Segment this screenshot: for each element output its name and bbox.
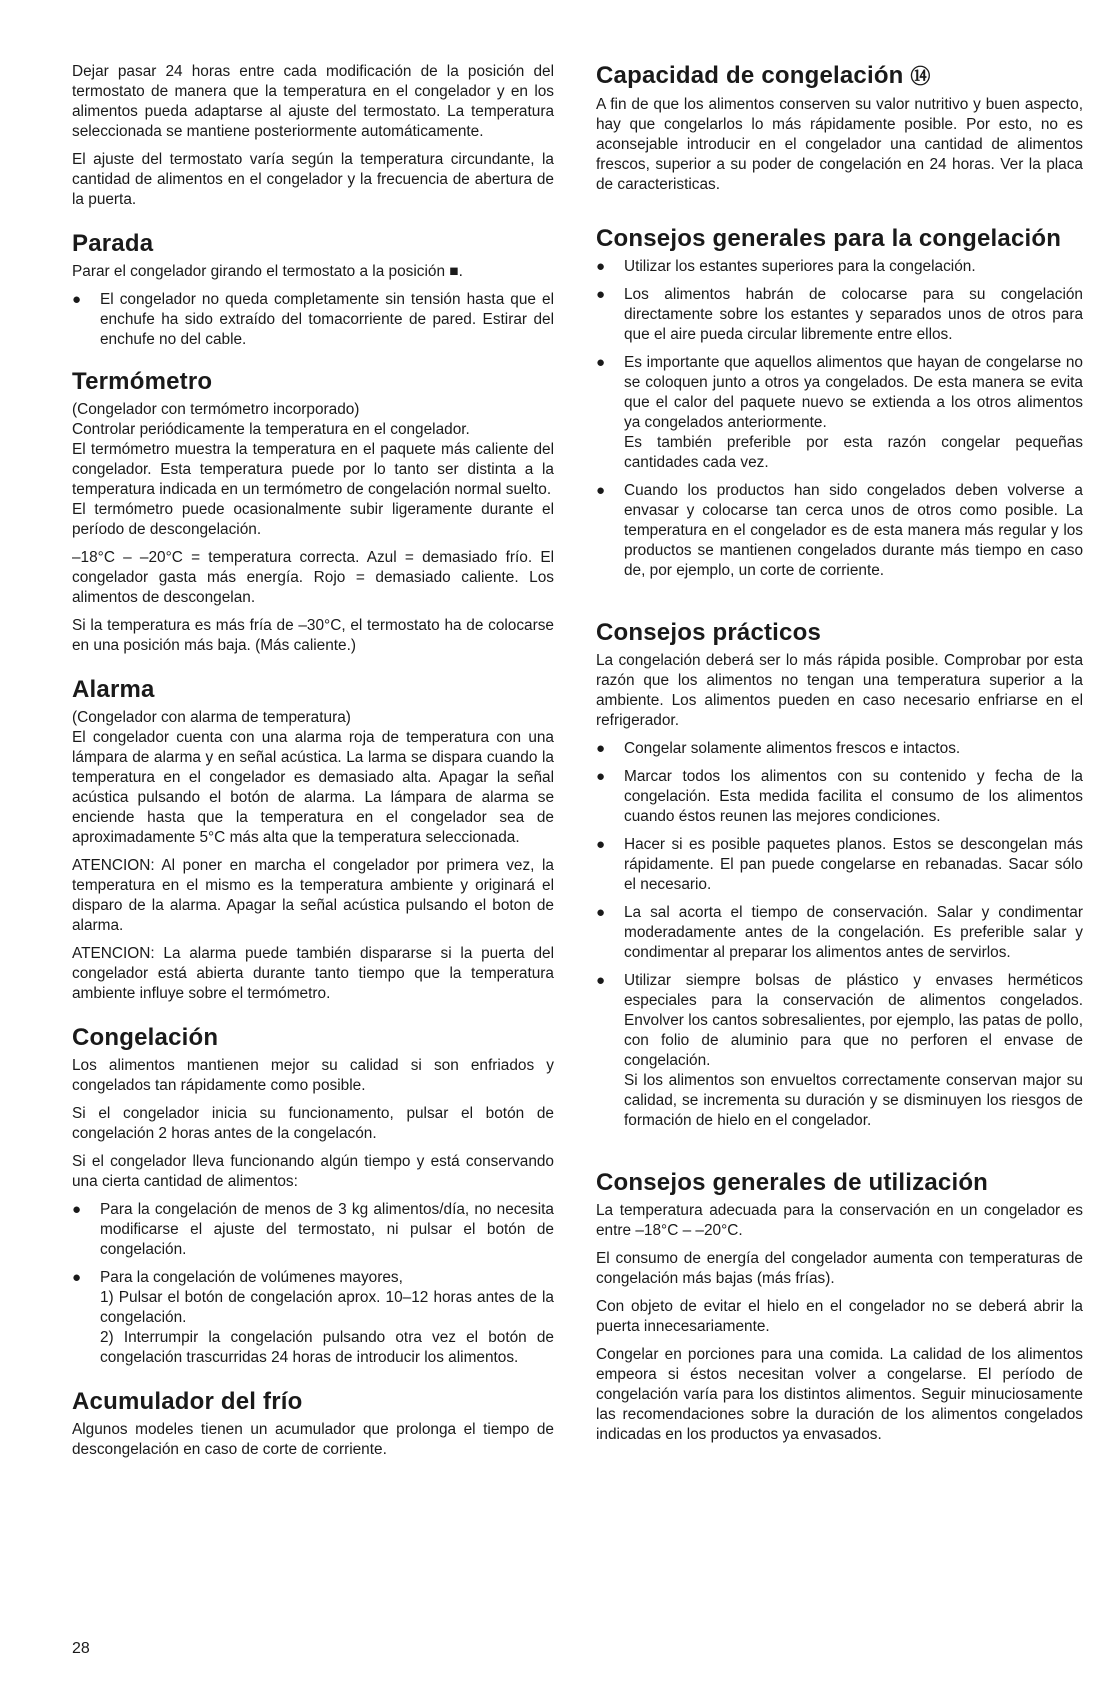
bullet-icon: ● xyxy=(596,354,606,371)
congelacion-paragraph-3: Si el congelador lleva funcionando algún tiempo y está conservando una cierta cantidad de alimentos: xyxy=(72,1153,554,1190)
acumulador-text: Algunos modeles tienen un acumulador que prolonga el tiempo de descongelación en caso de corte de corriente. xyxy=(72,1421,554,1458)
consejos-utilizacion-heading: Consejos generales de utilización xyxy=(596,1169,989,1196)
acumulador-heading: Acumulador del frío xyxy=(72,1388,303,1415)
termometro-paragraph-3: Si la temperatura es más fría de –30°C, el termostato ha de colocarse en una posición más baja. (Más caliente.) xyxy=(72,617,554,654)
termometro-paragraph-2: –18°C – –20°C = temperatura correcta. Azul = demasiado frío. El congelador gasta más energía. Rojo = demasiado caliente. Los alimentos de descongelan. xyxy=(72,549,554,606)
utilizacion-paragraph-3: Con objeto de evitar el hielo en el congelador no se deberá abrir la puerta innecesariamente. xyxy=(596,1298,1083,1335)
bullet-icon: ● xyxy=(596,258,606,275)
consejos-generales-heading: Consejos generales para la congelación xyxy=(596,225,1062,252)
list-item: ● Utilizar siempre bolsas de plástico y envases herméticos especiales para la conservación de alimentos congelados. Envolver los cantos sobresalientes, por ejemplo, las patas de pollo, con folio de aluminio para que no perforen el envase de congelación. Si los alimentos son envueltos correctamente conservan major su calidad, se incrementa su duración y se disminuyen los riesgos de formación de hielo en el congelador. xyxy=(596,972,1083,1129)
utilizacion-paragraph-4: Congelar en porciones para una comida. La calidad de los alimentos empeora si éstos necesitan volver a congelarse. El período de congelación varía para los distintos alimentos. Seguir minuciosamente las recomendaciones sobre la duración de los alimentos congelados indicadas en los productos ya envasados. xyxy=(596,1346,1083,1443)
page-number: 28 xyxy=(72,1640,90,1657)
right-column xyxy=(596,62,1083,1453)
intro-paragraph-1: Dejar pasar 24 horas entre cada modificación de la posición del termostato de manera que la temperatura en el congelador y en los alimentos pueda adaptarse al ajuste del termostato. La temperatura seleccionada se mantiene posteriormente automáticamente. xyxy=(72,63,554,140)
bullet-icon: ● xyxy=(72,291,82,308)
list-item: ● Para la congelación de menos de 3 kg alimentos/día, no necesita modificarse el ajuste del termostato, ni pulsar el botón de congelación. xyxy=(72,1201,554,1258)
capacidad-text: A fin de que los alimentos conserven su valor nutritivo y buen aspecto, hay que congelarlos lo más rápidamente posible. Por esto, no es aconsejable introducir en el congelador una cantidad de alimentos frescos, superior a su poder de congelación en 24 horas. Ver la placa de caracteristicas. xyxy=(596,96,1083,193)
bullet-icon: ● xyxy=(596,286,606,303)
bullet-icon: ● xyxy=(72,1201,82,1218)
list-item: ● Para la congelación de volúmenes mayores, 1) Pulsar el botón de congelación aprox. 10–12 horas antes de la congelación. 2) Interrumpir la congelación pulsando otra vez el botón de congelación trascurridas 24 horas de introducir los alimentos. xyxy=(72,1269,554,1366)
alarma-paragraph-3: ATENCION: La alarma puede también dispararse si la puerta del congelador está abierta durante tanto tiempo que la temperatura ambiente influye sobre el termómetro. xyxy=(72,945,554,1002)
bullet-icon: ● xyxy=(596,904,606,921)
list-item: ● Utilizar los estantes superiores para la congelación. xyxy=(596,258,976,275)
intro-paragraph-2: El ajuste del termostato varía según la temperatura circundante, la cantidad de alimentos en el congelador y la frecuencia de abertura de la puerta. xyxy=(72,151,554,208)
termometro-text: (Congelador con termómetro incorporado) Controlar periódicamente la temperatura en el congelador. El termómetro muestra la temperatura en el paquete más caliente del congelador. Esta temperatura puede por lo tanto ser distinta a la temperatura indicada en un termómetro de congelación normal suelto. El termómetro puede ocasionalmente subir ligeramente durante el período de descongelación. xyxy=(72,401,554,538)
list-item: ● Congelar solamente alimentos frescos e intactos. xyxy=(596,740,961,757)
consejos-practicos-heading: Consejos prácticos xyxy=(596,619,822,646)
termometro-heading: Termómetro xyxy=(72,368,213,395)
list-item: ● La sal acorta el tiempo de conservación. Salar y condimentar moderadamente antes de la congelación. Es preferible salar y condimentar al preparar los alimentos antes de servirlos. xyxy=(596,904,1083,961)
list-item: ● Hacer si es posible paquetes planos. Estos se descongelan más rápidamente. El pan puede congelarse en rebanadas. Sacar sólo el necesario. xyxy=(596,836,1083,893)
list-item: ● El congelador no queda completamente sin tensión hasta que el enchufe ha sido extraído del tomacorriente de pared. Estirar del enchufe no del cable. xyxy=(72,291,554,348)
utilizacion-paragraph-1: La temperatura adecuada para la conservación en un congelador es entre –18°C – –20°C. xyxy=(596,1202,1083,1239)
bullet-icon: ● xyxy=(596,768,606,785)
consejos-generales-list xyxy=(596,257,1083,581)
congelacion-paragraph-1: Los alimentos mantienen mejor su calidad si son enfriados y congelados tan rápidamente como posible. xyxy=(72,1057,554,1094)
congelacion-paragraph-2: Si el congelador inicia su funcionamento, pulsar el botón de congelación 2 horas antes de la congelacón. xyxy=(72,1105,554,1142)
bullet-icon: ● xyxy=(72,1269,82,1286)
list-item: ● Marcar todos los alimentos con su contenido y fecha de la congelación. Esta medida facilita el consumo de los alimentos cuando éstos reunen las mejores condiciones. xyxy=(596,768,1083,825)
list-item: ● Los alimentos habrán de colocarse para su congelación directamente sobre los estantes y separados unos de otros para que el aire pueda circular libremente entre ellos. xyxy=(596,286,1083,343)
list-item: ● Es importante que aquellos alimentos que hayan de congelarse no se coloquen junto a otros ya congelados. De esta manera se evita que el calor del paquete nuevo se extienda a los otros alimentos ya congelados anteriormente. Es también preferible por esta razón congelar pequeñas cantidades cada vez. xyxy=(596,354,1083,471)
consejos-practicos-list xyxy=(596,739,1083,1131)
utilizacion-paragraph-2: El consumo de energía del congelador aumenta con temperaturas de congelación más bajas (más frías). xyxy=(596,1250,1083,1287)
congelacion-heading: Congelación xyxy=(72,1024,219,1051)
bullet-icon: ● xyxy=(596,972,606,989)
congelacion-list xyxy=(72,1200,554,1368)
alarma-text: (Congelador con alarma de temperatura) El congelador cuenta con una alarma roja de temperatura con una lámpara de alarma y en señal acústica. La larma se dispara cuando la temperatura en el congelador es demasiado alta. Apagar la señal acústica pulsando el botón de alarma. La lámpara de alarma se enciende hasta que la temperatura en el congelador sea de aproximadamente 5°C más alta que la temperatura seleccionada. xyxy=(72,709,554,846)
list-item: ● Cuando los productos han sido congelados deben volverse a envasar y colocarse tan cerca unos de otros como posible. La temperatura en el congelador es de esta manera más regular y los productos se mantienen congelados durante más tiempo en caso de, por ejemplo, un corte de corriente. xyxy=(596,482,1083,579)
bullet-icon: ● xyxy=(596,740,606,757)
left-column xyxy=(72,62,554,1468)
consejos-practicos-text: La congelación deberá ser lo más rápida posible. Comprobar por esta razón que los alimentos no tengan una temperatura superior a la ambiente. Los alimentos pueden en caso necesario enfriarse en el refrigerador. xyxy=(596,652,1083,729)
parada-text: Parar el congelador girando el termostato a la posición ■. xyxy=(72,263,463,280)
bullet-icon: ● xyxy=(596,482,606,499)
parada-list xyxy=(72,290,554,350)
bullet-icon: ● xyxy=(596,836,606,853)
parada-heading: Parada xyxy=(72,230,154,257)
alarma-heading: Alarma xyxy=(72,676,155,703)
capacidad-heading: Capacidad de congelación ⑭ xyxy=(596,62,931,89)
alarma-paragraph-2: ATENCION: Al poner en marcha el congelador por primera vez, la temperatura en el mismo es la temperatura ambiente y originará el disparo de la alarma. Apagar la señal acústica pulsando el boton de alarma. xyxy=(72,857,554,934)
reference-symbol-icon: ⑭ xyxy=(910,66,931,88)
